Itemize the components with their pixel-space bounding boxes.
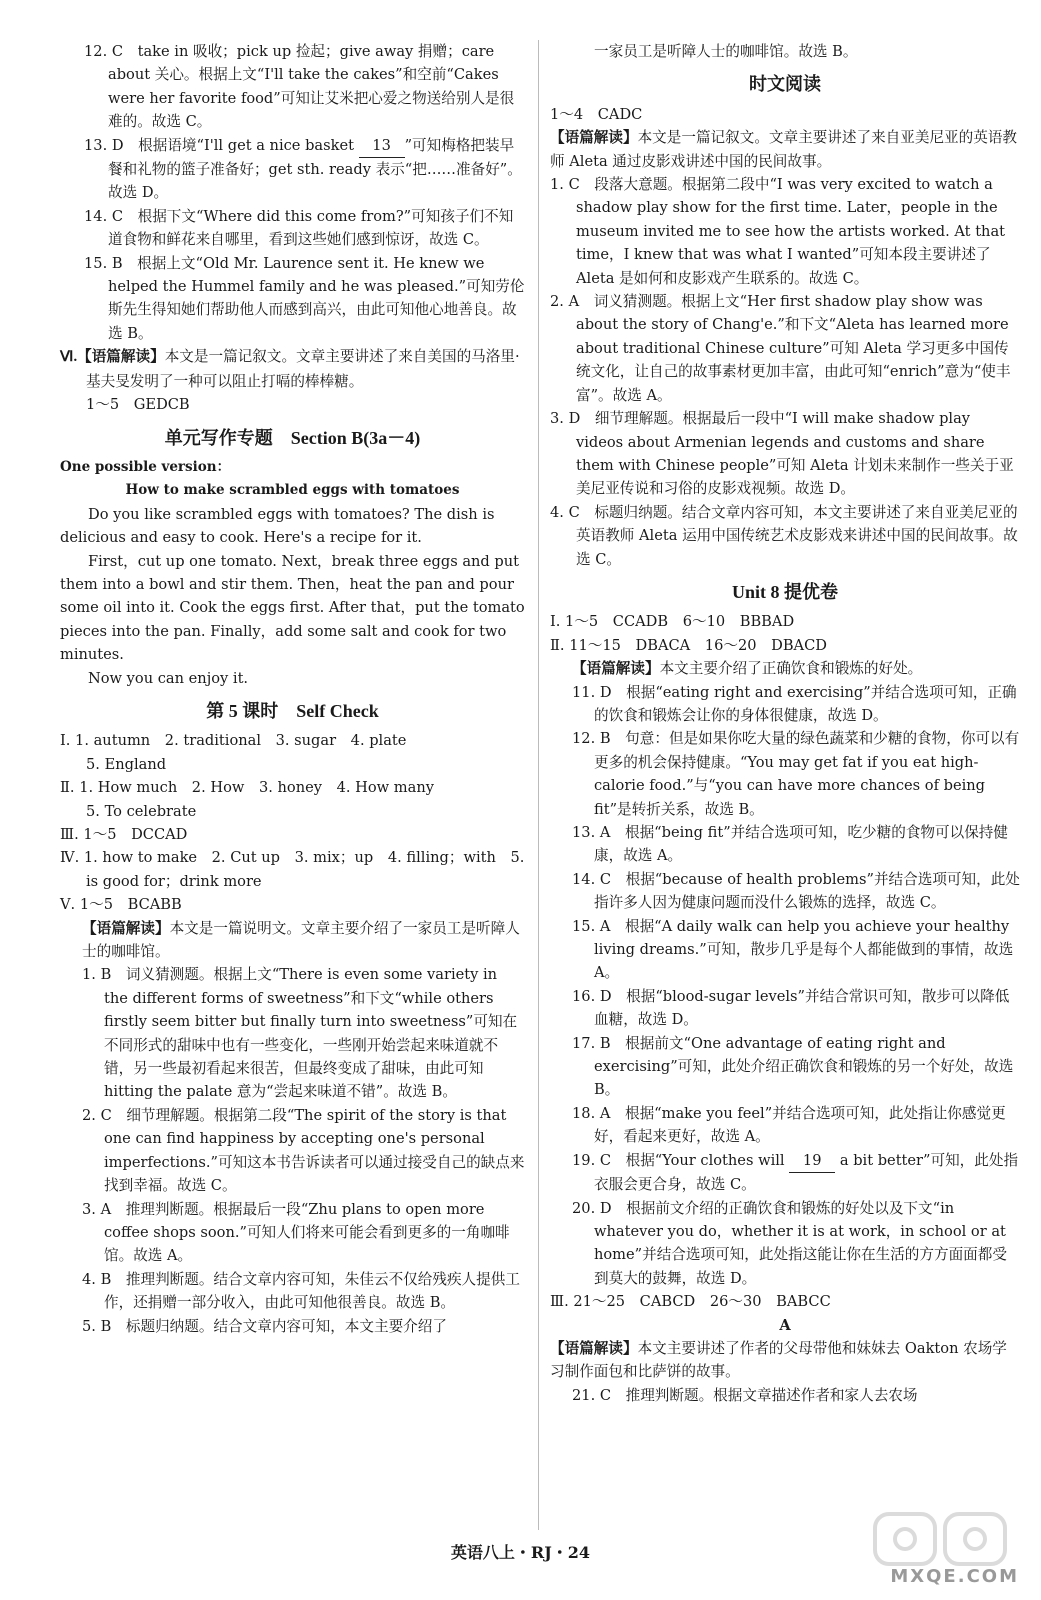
self-check-iii: Ⅲ. 1～5 DCCAD [60,826,188,843]
reading-item-1: 1. C 段落大意题。根据第二段中“I was very excited to watch a shadow play show for the first time. Later，people in the museum invited me to see how the artists worked. At that time，I knew that was what I wanted”可知本段主要讲述了 Aleta 是如何和皮影戏产生联系的。故选 C。 [550,176,1006,287]
unit-item-13: 13. A 根据“being fit”并结合选项可知，吃少糖的食物可以保持健康，故选 A。 [572,824,1008,865]
answer-item-13: 13. D 根据语境“I'll get a nice basket 13 ”可知梅格把装早餐和礼物的篮子准备好；get sth. ready 表示“把……准备好”。故选 D。 [60,134,525,205]
section-vi-analysis: Ⅵ.【语篇解读】本文是一篇记叙文。文章主要讲述了来自美国的马洛里·基夫旻发明了一种可以阻止打嗝的棒棒糖。 [60,348,520,390]
unit-item-11: 11. D 根据“eating right and exercising”并结合选项可知，正确的饮食和锻炼会让你的身体很健康，故选 D。 [572,683,1017,724]
self-check-v-item-1: 1. B 词义猜测题。根据上文“There is even some variety in the different forms of sweetness”和下文“while others firstly seem bitter but finally turn into sweetness”可知在不同形式的甜味中也有一些变化，一些刚开始尝起来味道就不错，另一些最初看起来很苦，但最终变成了甜味，由此可知 hitting the palate 意为“尝起来味道不错”。故选 B。 [82,966,518,1101]
reading-analysis: 【语篇解读】本文是一篇记叙文。文章主要讲述了来自亚美尼亚的英语教师 Aleta 通过皮影戏讲述中国的民间故事。 [550,129,1018,170]
essay-paragraph: Now you can enjoy it. [88,669,249,687]
passage-a-analysis: 【语篇解读】本文主要讲述了作者的父母带他和妹妹去 Oakton 农场学习制作面包和比萨饼的故事。 [550,1339,1007,1381]
unit-item-18: 18. A 根据“make you feel”并结合选项可知，此处指让你感觉更好，看起来更好，故选 A。 [572,1104,1006,1146]
unit-item-15: 15. A 根据“A daily walk can help you achieve your healthy living dreams.”可知，散步几乎是每个人都能做到的事情，故选 A。 [572,917,1014,982]
reading-item-4: 4. C 标题归纳题。结合文章内容可知，本文主要讲述了来自亚美尼亚的英语教师 Aleta 运用中国传统艺术皮影戏来讲述中国的民间故事。故选 C。 [550,503,1018,568]
essay-title: How to make scrambled eggs with tomatoes [125,482,460,499]
unit-analysis: 【语篇解读】本文主要介绍了正确饮食和锻炼的好处。 [572,660,923,678]
unit-item-17: 17. B 根据前文“One advantage of eating right and exercising”可知，此处介绍正确饮食和锻炼的另一个好处，故选 B。 [572,1034,1014,1099]
unit-item-16: 16. D 根据“blood-sugar levels”并结合常识可知，散步可以降低血糖，故选 D。 [572,987,1010,1029]
self-check-v-item-4: 4. B 推理判断题。结合文章内容可知，朱佳云不仅给残疾人提供工作，还捐赠一部分收入，由此可知他很善良。故选 B。 [82,1270,520,1312]
blank-13: 13 [359,134,405,158]
blank-19: 19 [789,1149,835,1173]
self-check-v-analysis: 【语篇解读】本文是一篇说明文。文章主要介绍了一家员工是听障人士的咖啡馆。 [82,919,520,961]
reading-answers: 1～4 CADC [550,105,643,123]
reading-section-title: 时文阅读 [749,74,821,95]
right-column [550,40,1020,1407]
essay-paragraph: Do you like scrambled eggs with tomatoes? The dish is delicious and easy to cook. Here's a recipe for it. [60,505,495,547]
column-divider [538,40,539,1530]
essay-paragraph: First，cut up one tomato. Next，break three eggs and put them into a bowl and stir them. Then，heat the pan and pour some oil into it. Cook the eggs first. After that，put the tomato pieces into the pan. Finally，add some salt and cook for two minutes. [60,552,525,664]
self-check-iv: Ⅳ. 1. how to make 2. Cut up 3. mix；up 4. filling；with 5. is good for；drink more [60,849,525,890]
unit-item-21: 21. C 推理判断题。根据文章描述作者和家人去农场 [572,1386,918,1404]
unit-item-19: 19. C 根据“Your clothes will 19 a bit better”可知，此处指衣服会更合身，故选 C。 [550,1149,1020,1197]
continued-text: 一家员工是听障人士的咖啡馆。故选 B。 [594,43,858,60]
unit-item-20: 20. D 根据前文介绍的正确饮食和锻炼的好处以及下文“in whatever you do，whether it is at work，in school or at home”并结合选项可知，此处指这能让你在生活的方方面面都受到莫大的鼓舞，故选 D。 [572,1199,1007,1287]
unit-section-ii: Ⅱ. 11～15 DBACA 16～20 DBACD [550,636,827,654]
answer-item-12: 12. C take in 吸收；pick up 捡起；give away 捐赠；care about 关心。根据上文“I'll take the cakes”和空前“Cakes were her favorite food”可知让艾米把心爱之物送给别人是很难的。故选 C。 [84,43,515,131]
reading-item-2: 2. A 词义猜测题。根据上文“Her first shadow play show was about the story of Chang'e.”和下文“Aleta has learned more about traditional Chinese culture”可知 Aleta 学习更多中国传统文化，让自己的故事素材更加丰富，由此可知“enrich”意为“使丰富”。故选 A。 [550,293,1011,404]
self-check-ii: Ⅱ. 1. How much 2. How 3. honey 4. How many [60,779,434,797]
self-check-v: Ⅴ. 1～5 BCABB [60,896,182,914]
lesson-title: 第 5 课时 Self Check [206,700,379,721]
self-check-i: Ⅰ. 1. autumn 2. traditional 3. sugar 4. plate [60,732,407,750]
self-check-ii-cont: 5. To celebrate [86,802,197,820]
passage-a-label: A [779,1316,791,1334]
answer-item-14: 14. C 根据下文“Where did this come from?”可知孩子们不知道食物和鲜花来自哪里，看到这些她们感到惊讶，故选 C。 [84,207,514,249]
answer-item-15: 15. B 根据上文“Old Mr. Laurence sent it. He knew we helped the Hummel family and he was pleased.”可知劳伦斯先生得知她们帮助他人而感到高兴，由此可知他心地善良。故选 B。 [84,254,525,342]
section-vi-answers: 1～5 GEDCB [86,396,190,414]
reading-item-3: 3. D 细节理解题。根据最后一段中“I will make shadow play videos about Armenian legends and customs and share them with Chinese people”可知 Aleta 计划未来制作一些关于亚美尼亚传说和习俗的皮影戏视频。故选 D。 [550,410,1014,498]
writing-section-title: 单元写作专题 Section B(3a－4) [164,427,421,448]
self-check-v-item-5: 5. B 标题归纳题。结合文章内容可知，本文主要介绍了 [82,1317,447,1335]
unit-item-14: 14. C 根据“because of health problems”并结合选项可知，此处指许多人因为健康问题而没什么锻炼的选择，故选 C。 [572,870,1020,912]
possible-version-label: One possible version： [60,458,231,475]
self-check-v-item-3: 3. A 推理判断题。根据最后一段“Zhu plans to open more coffee shops soon.”可知人们将来可能会看到更多的一角咖啡馆。故选 A。 [82,1200,510,1265]
page-footer: 英语八上・RJ・24 [450,1543,591,1562]
left-column [60,40,525,1338]
watermark-text: MXQE.COM [890,1566,1019,1587]
unit-item-12: 12. B 句意：但是如果你吃大量的绿色蔬菜和少糖的食物，你可以有更多的机会保持健康。“You may get fat if you eat high-calorie food.”与“you can have more chances of being fit”是转折关系，故选 B。 [572,730,1020,818]
unit-section-iii: Ⅲ. 21～25 CABCD 26～30 BABCC [550,1293,831,1311]
self-check-i-cont: 5. England [86,755,167,773]
unit-section-i: Ⅰ. 1～5 CCADB 6～10 BBBAD [550,613,795,631]
self-check-v-item-2: 2. C 细节理解题。根据第二段“The spirit of the story is that one can find happiness by accepting one's personal imperfections.”可知这本书告诉读者可以通过接受自己的缺点来找到幸福。故选 C。 [82,1106,525,1195]
unit-test-title: Unit 8 提优卷 [731,581,838,602]
